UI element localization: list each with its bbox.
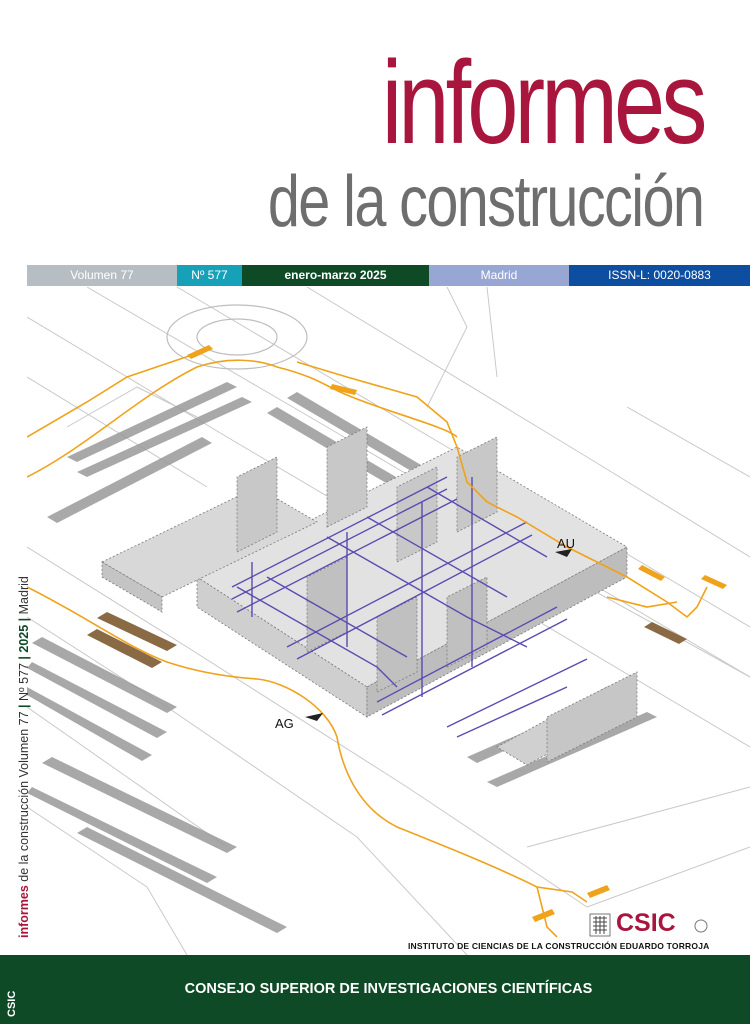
side-csic-block [0,955,27,1024]
spine-sep-1: | [17,701,31,712]
spine-journal-rest: de la construcción [17,780,31,886]
csic-logo-text: CSIC [616,909,676,937]
city-label: Madrid [429,265,569,286]
spine-city: Madrid [17,576,31,615]
issue-date: enero-marzo 2025 [242,265,429,286]
spine-sep-2: | [17,652,31,664]
ag-marker [305,713,323,721]
journal-title: informes [381,37,703,169]
label-au: AU [557,536,576,551]
spine-journal-bold: informes [17,885,31,938]
journal-subtitle: de la construcción [267,162,703,242]
volume-label: Volumen 77 [27,265,177,286]
buildings [102,427,637,765]
spine-volume: Volumen 77 [17,711,31,778]
label-ag: AG [275,716,294,731]
issue-info-bar [27,265,750,286]
issue-number: Nº 577 [177,265,242,286]
spine-number: Nº 577 [17,663,31,701]
footer-text: CONSEJO SUPERIOR DE INVESTIGACIONES CIENTÍFICAS [184,981,593,997]
institute-name: INSTITUTO DE CIENCIAS DE LA CONSTRUCCIÓN EDUARDO TORROJA [408,941,710,951]
side-csic-label: CSIC [6,990,18,1017]
issn-label: ISSN-L: 0020-0883 [569,265,750,286]
spine-sep-3: | [17,614,31,625]
footer-banner [27,955,750,1024]
roundabout [167,305,307,369]
spine-year: 2025 [17,624,31,653]
spine-text [17,576,31,938]
cover-illustration [27,287,750,955]
